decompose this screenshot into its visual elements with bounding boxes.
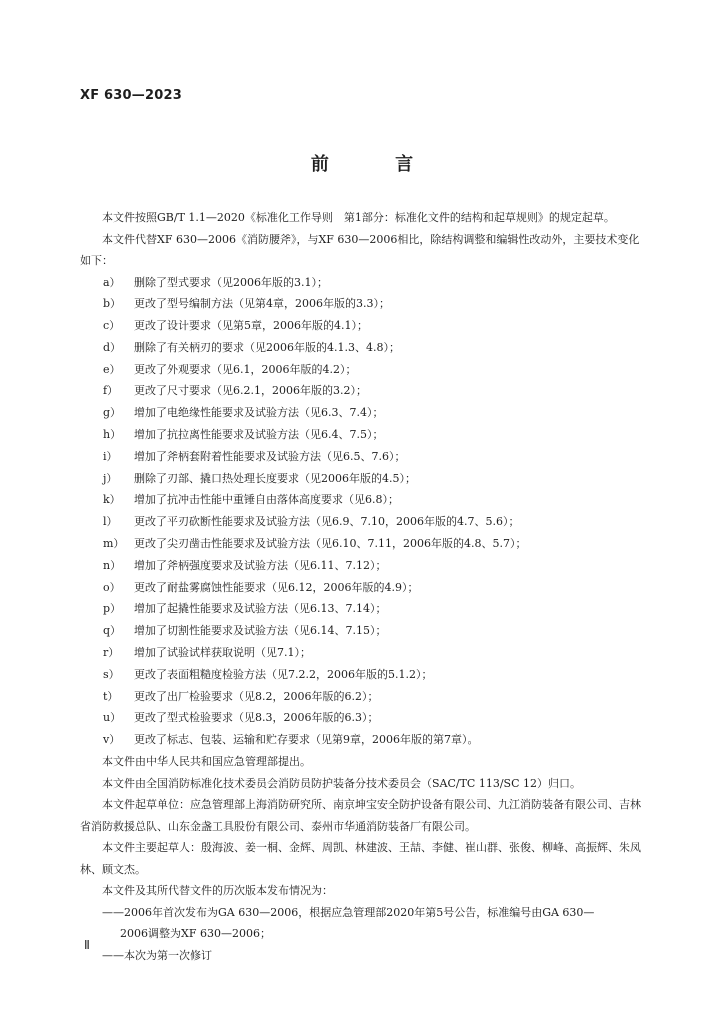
list-item-text: 增加了斧柄套附着性能要求及试验方法（见6.5、7.6）； — [134, 449, 406, 463]
list-item-text: 更改了外观要求（见6.1，2006年版的4.2）； — [134, 362, 357, 376]
list-item — [80, 577, 646, 599]
list-item-text: 增加了电绝缘性能要求及试验方法（见6.3、7.4）； — [134, 406, 384, 420]
drafters-paragraph: 本文件主要起草人：殷海波、姜一桐、金辉、周凯、林建波、王喆、李健、崔山群、张俊、柳峰、高振辉、朱凤林、顾文杰。 — [80, 841, 641, 876]
list-item-text: 更改了出厂检验要求（见8.2，2006年版的6.2）； — [134, 689, 379, 703]
list-item-label: r） — [103, 646, 120, 660]
list-item-text: 更改了型式检验要求（见8.3，2006年版的6.3）； — [134, 711, 379, 725]
list-item-label: p） — [103, 602, 122, 616]
document-body — [80, 207, 646, 966]
list-item-label: m） — [103, 537, 125, 551]
list-item-label: e） — [103, 362, 121, 376]
list-item — [80, 489, 646, 511]
list-item-text: 更改了型号编制方法（见第4章，2006年版的3.3）； — [134, 297, 390, 311]
list-item — [80, 620, 646, 642]
list-item — [80, 402, 646, 424]
list-item — [80, 424, 646, 446]
list-item-label: o） — [103, 580, 121, 594]
list-item-text: 更改了尺寸要求（见6.2.1，2006年版的3.2）； — [134, 384, 367, 398]
list-item — [80, 359, 646, 381]
drafting-units-paragraph: 本文件起草单位：应急管理部上海消防研究所、南京坤宝安全防护设备有限公司、九江消防装备有限公司、吉林省消防救援总队、山东金盏工具股份有限公司、泰州市华通消防装备厂有限公司。 — [80, 798, 641, 833]
list-item — [80, 707, 646, 729]
list-item-text: 增加了抗拉离性能要求及试验方法（见6.4、7.5）； — [134, 428, 384, 442]
list-item — [80, 729, 646, 751]
list-item — [80, 446, 646, 468]
list-item-label: k） — [103, 493, 121, 507]
list-item — [80, 511, 646, 533]
list-item — [80, 337, 646, 359]
history-intro-paragraph: 本文件及其所代替文件的历次版本发布情况为： — [102, 884, 333, 898]
list-item — [80, 380, 646, 402]
list-item-text: 更改了设计要求（见第5章，2006年版的4.1）； — [134, 319, 368, 333]
list-item-label: u） — [103, 711, 122, 725]
list-item-label: q） — [103, 624, 122, 638]
history-item-2: ——本次为第一次修订 — [102, 948, 212, 962]
list-item-text: 增加了起撬性能要求及试验方法（见6.13、7.14）； — [134, 602, 387, 616]
list-item — [80, 272, 646, 294]
list-item-text: 增加了斧柄强度要求及试验方法（见6.11、7.12）； — [134, 558, 387, 572]
changes-list — [80, 272, 646, 752]
list-item-text: 更改了标志、包装、运输和贮存要求（见第9章，2006年版的第7章）。 — [134, 733, 479, 747]
list-item-label: l） — [103, 515, 118, 529]
list-item-label: i） — [103, 449, 118, 463]
list-item-label: v） — [103, 733, 121, 747]
list-item-text: 增加了试验试样获取说明（见7.1）； — [134, 646, 311, 660]
list-item — [80, 664, 646, 686]
list-item-text: 更改了尖刃凿击性能要求及试验方法（见6.10、7.11，2006年版的4.8、5.7）； — [134, 537, 527, 551]
list-item — [80, 642, 646, 664]
list-item-label: b） — [103, 297, 122, 311]
list-item-label: s） — [103, 667, 120, 681]
list-item — [80, 293, 646, 315]
list-item-label: f） — [103, 384, 119, 398]
intro-paragraph-1: 本文件按照GB/T 1.1—2020《标准化工作导则 第1部分：标准化文件的结构和起草规则》的规定起草。 — [102, 211, 615, 224]
page-number: Ⅱ — [84, 938, 90, 952]
list-item-text: 更改了平刃砍断性能要求及试验方法（见6.9、7.10，2006年版的4.7、5.6）； — [134, 515, 520, 529]
list-item-label: d） — [103, 340, 122, 354]
list-item-text: 更改了表面粗糙度检验方法（见7.2.2，2006年版的5.1.2）； — [134, 667, 433, 681]
list-item-text: 增加了切割性能要求及试验方法（见6.14、7.15）； — [134, 624, 387, 638]
list-item-label: a） — [103, 275, 121, 289]
page-title: 前 言 — [310, 154, 444, 175]
list-item — [80, 533, 646, 555]
list-item-label: n） — [103, 558, 122, 572]
list-item-label: c） — [103, 319, 121, 333]
list-item-text: 更改了耐盐雾腐蚀性能要求（见6.12，2006年版的4.9）； — [134, 580, 419, 594]
history-item-1: ——2006年首次发布为GA 630—2006，根据应急管理部2020年第5号公告，标准编号由GA 630— — [102, 905, 595, 919]
proposer-paragraph: 本文件由中华人民共和国应急管理部提出。 — [102, 755, 311, 769]
standard-code: XF 630—2023 — [80, 88, 182, 103]
list-item-text: 删除了刃部、撬口热处理长度要求（见2006年版的4.5）； — [134, 471, 416, 485]
list-item-text: 增加了抗冲击性能中重锤自由落体高度要求（见6.8）； — [134, 493, 399, 507]
list-item — [80, 315, 646, 337]
list-item-text: 删除了型式要求（见2006年版的3.1）； — [134, 275, 328, 289]
intro-paragraph-2: 本文件代替XF 630—2006《消防腰斧》，与XF 630—2006相比，除结构调整和编辑性改动外，主要技术变化如下： — [80, 232, 640, 267]
list-item — [80, 598, 646, 620]
history-item-1-continuation: 2006调整为XF 630—2006； — [120, 927, 271, 941]
list-item — [80, 555, 646, 577]
list-item — [80, 468, 646, 490]
list-item-label: j） — [103, 471, 118, 485]
list-item — [80, 686, 646, 708]
list-item-label: g） — [103, 406, 122, 420]
list-item-label: t） — [103, 689, 119, 703]
committee-paragraph: 本文件由全国消防标准化技术委员会消防员防护装备分技术委员会（SAC/TC 113/SC 12）归口。 — [102, 776, 581, 790]
list-item-label: h） — [103, 428, 122, 442]
list-item-text: 删除了有关柄刃的要求（见2006年版的4.1.3、4.8）； — [134, 340, 400, 354]
